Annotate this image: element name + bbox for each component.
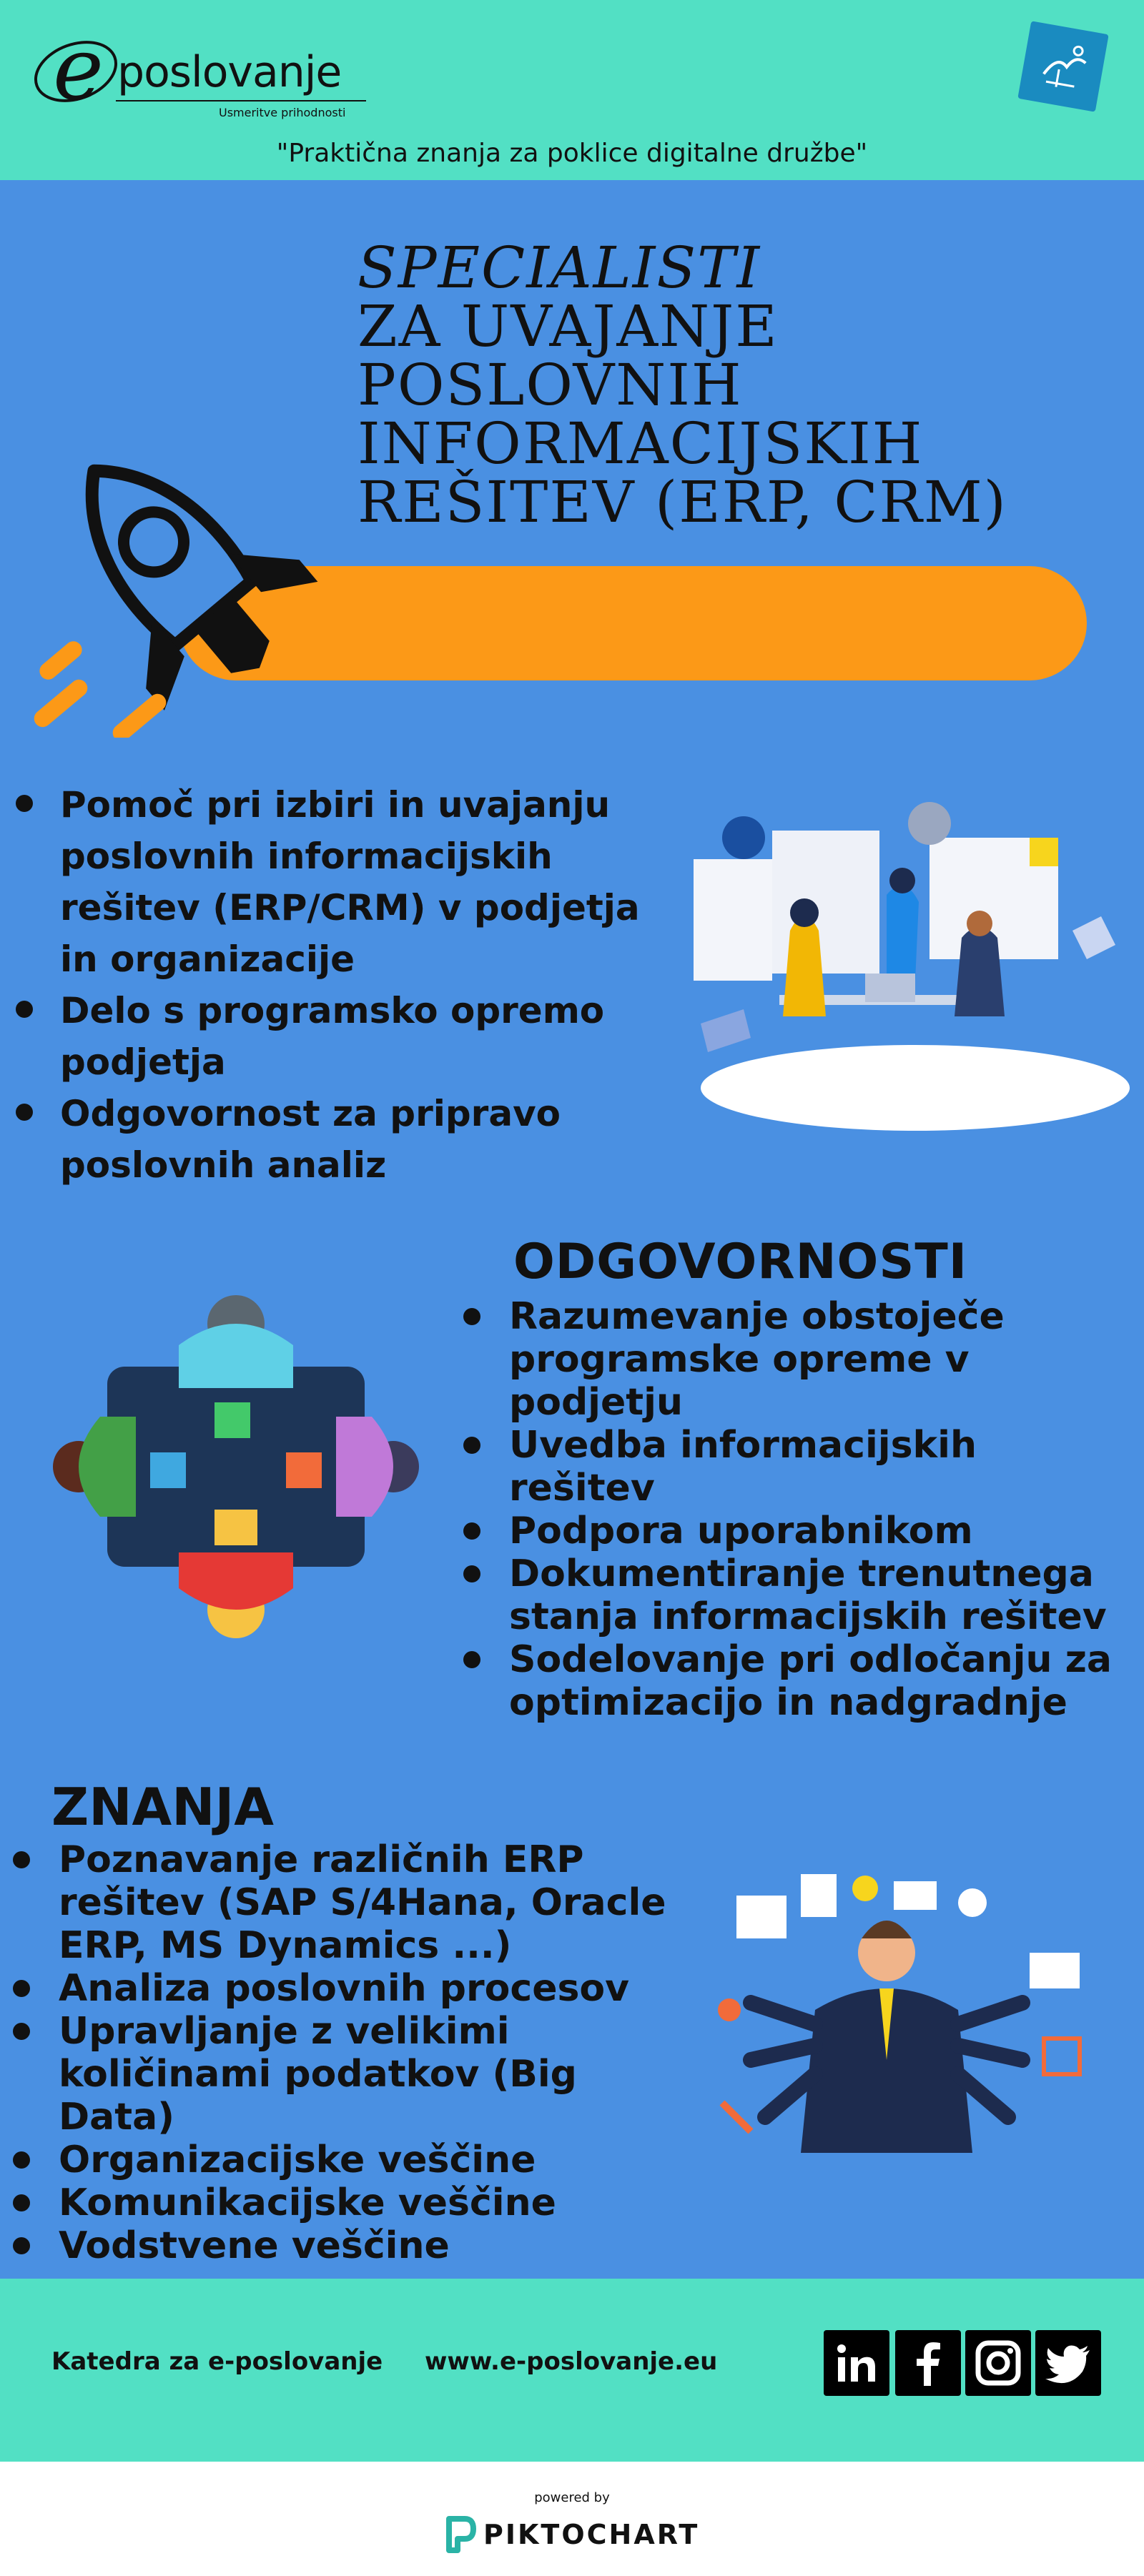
svg-text:e: e [53, 21, 104, 114]
powered-by-label: powered by [534, 2490, 610, 2505]
list-item: Podpora uporabnikom [458, 1510, 1130, 1552]
responsibilities-list [458, 1295, 1130, 1724]
tagline: "Praktična znanja za poklice digitalne družbe" [276, 139, 868, 168]
hero-title-line: REŠITEV (ERP, CRM) [358, 469, 1007, 535]
list-item: Sodelovanje pri odločanju za optimizacijo in nadgradnje [458, 1638, 1130, 1724]
hero-title-line: ZA UVAJANJE [358, 293, 779, 360]
list-item: Analiza poslovnih procesov [7, 1967, 694, 2010]
intro-list [10, 779, 654, 1191]
logo-underline [116, 100, 366, 101]
list-item: Delo s programsko opremo podjetja [10, 985, 654, 1088]
list-item: Odgovornost za pripravo poslovnih analiz [10, 1088, 654, 1191]
piktochart-icon [443, 2515, 478, 2555]
powered-by-section [0, 2462, 1144, 2576]
list-item: Poznavanje različnih ERP rešitev (SAP S/4Hana, Oracle ERP, MS Dynamics ...) [7, 1838, 694, 1967]
office-team-illustration [672, 795, 1130, 1138]
list-item: Uvedba informacijskih rešitev [458, 1424, 1130, 1510]
hero-title-line: INFORMACIJSKIH [358, 410, 924, 477]
rocket-icon [7, 423, 365, 738]
hero-title-line: SPECIALISTI [358, 234, 761, 301]
knowledge-list [7, 1838, 694, 2267]
list-item: Dokumentiranje trenutnega stanja informacijskih rešitev [458, 1552, 1130, 1638]
list-item: Komunikacijske veščine [7, 2181, 694, 2224]
piktochart-logo[interactable] [443, 2515, 701, 2557]
hero-title [358, 234, 1115, 535]
department-label: Katedra za e-poslovanje [51, 2347, 383, 2376]
twitter-icon[interactable] [1035, 2330, 1101, 2396]
list-item: Vodstvene veščine [7, 2224, 694, 2267]
knowledge-title: ZNANJA [51, 1777, 274, 1837]
facebook-icon[interactable] [895, 2330, 961, 2396]
hero-title-line: POSLOVNIH [358, 352, 743, 418]
list-item: Pomoč pri izbiri in uvajanju poslovnih informacijskih rešitev (ERP/CRM) v podjetja in organizacije [10, 779, 654, 985]
businessman-multitasking-illustration [708, 1867, 1108, 2181]
faculty-badge-icon[interactable] [1017, 21, 1108, 112]
footer [0, 2279, 1144, 2462]
logo-text: poslovanje [117, 47, 342, 97]
e-poslovanje-logo[interactable] [31, 21, 346, 119]
list-item: Upravljanje z velikimi količinami podatkov (Big Data) [7, 2010, 694, 2139]
responsibilities-title: ODGOVORNOSTI [513, 1234, 968, 1290]
list-item: Organizacijske veščine [7, 2139, 694, 2181]
piktochart-brand: PIKTOCHART [483, 2519, 700, 2550]
linkedin-icon[interactable] [824, 2330, 889, 2396]
logo-subtitle: Usmeritve prihodnosti [219, 106, 346, 119]
header [0, 0, 1144, 180]
main-content [0, 180, 1144, 2279]
list-item: Razumevanje obstoječe programske opreme v podjetju [458, 1295, 1130, 1424]
puzzle-table-illustration [36, 1281, 436, 1653]
instagram-icon[interactable] [965, 2330, 1031, 2396]
website-link[interactable]: www.e-poslovanje.eu [425, 2347, 718, 2376]
